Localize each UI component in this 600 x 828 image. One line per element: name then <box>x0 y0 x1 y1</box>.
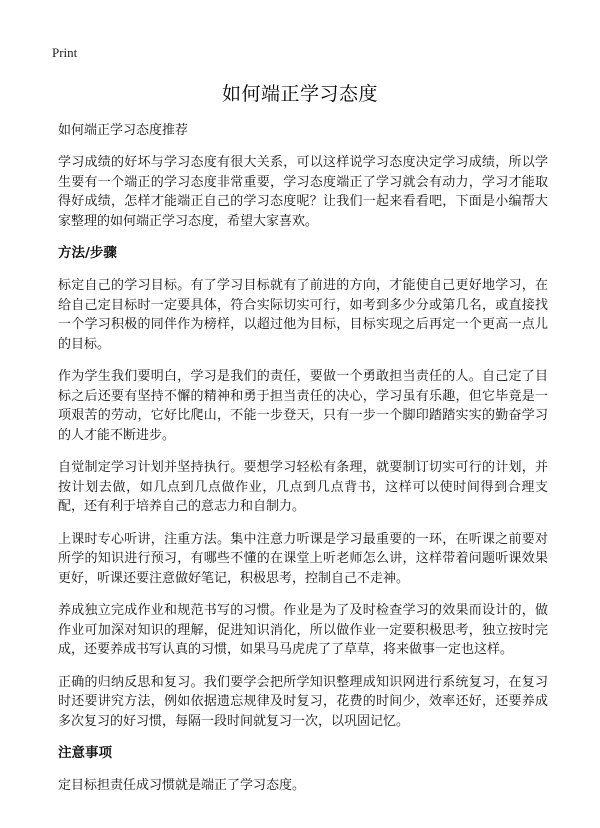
step-paragraph: 作为学生我们要明白，学习是我们的责任，要做一个勇敢担当责任的人。自己定了目标之后还要有坚持不懈的精神和勇于担当责任的决心，学习虽有乐趣，但它毕竟是一项艰苦的劳动，它好比爬山，不能一步登天，只有一步一个脚印踏踏实实的勤奋学习的人才能不断进步。 <box>58 369 548 443</box>
note-paragraph: 定目标担责任成习惯就是端正了学习态度。 <box>58 778 306 793</box>
print-link[interactable]: Print <box>52 45 78 60</box>
intro-paragraph: 学习成绩的好坏与学习态度有很大关系，可以这样说学习态度决定学习成绩，所以学生要有一个端正的学习态度非常重要，学习态度端正了学习就会有动力，学习才能取得好成绩，怎样才能端正自己的学习态度呢？让我们一起来看看吧，下面是小编帮大家整理的如何端正学习态度，希望大家喜欢。 <box>58 155 548 229</box>
article-title: 如何端正学习态度 <box>221 83 378 105</box>
step-paragraph: 标定自己的学习目标。有了学习目标就有了前进的方向，才能使自己更好地学习，在给自己定目标时一定要具体，符合实际切实可行，如考到多少分或第几名，或直接找一个学习积极的同伴作为榜样，以超过他为目标，目标实现之后再定一个更高一点儿的目标。 <box>58 278 548 352</box>
section-heading-notes: 注意事项 <box>58 745 112 761</box>
article-subtitle: 如何端正学习态度推荐 <box>58 123 189 138</box>
step-paragraph: 养成独立完成作业和规范书写的习惯。作业是为了及时检查学习的效果而设计的，做作业可加深对知识的理解，促进知识消化，所以做作业一定要积极思考，独立按时完成，还要养成书写认真的习惯，如果马马虎虎了了草草，将来做事一定也这样。 <box>58 603 548 657</box>
step-paragraph: 上课时专心听讲，注重方法。集中注意力听课是学习最重要的一环，在听课之前要对所学的知识进行预习，有哪些不懂的在课堂上听老师怎么讲，这样带着问题听课效果更好，听课还要注意做好笔记，积极思考，控制自己不走神。 <box>58 531 548 586</box>
article-body <box>58 121 548 809</box>
step-paragraph: 自觉制定学习计划并坚持执行。要想学习轻松有条理，就要制订切实可行的计划，并按计划去做，如几点到几点做作业，几点到几点背书，这样可以使时间得到合理支配，还有利于培养自己的意志力和自制力。 <box>58 460 548 514</box>
step-paragraph: 正确的归纳反思和复习。我们要学会把所学知识整理成知识网进行系统复习，在复习时还要讲究方法，例如依据遗忘规律及时复习，花费的时间少，效率还好，还要养成多次复习的好习惯，每隔一段时间就复习一次，以巩固记忆。 <box>58 674 548 729</box>
section-heading-steps: 方法/步骤 <box>58 245 117 261</box>
